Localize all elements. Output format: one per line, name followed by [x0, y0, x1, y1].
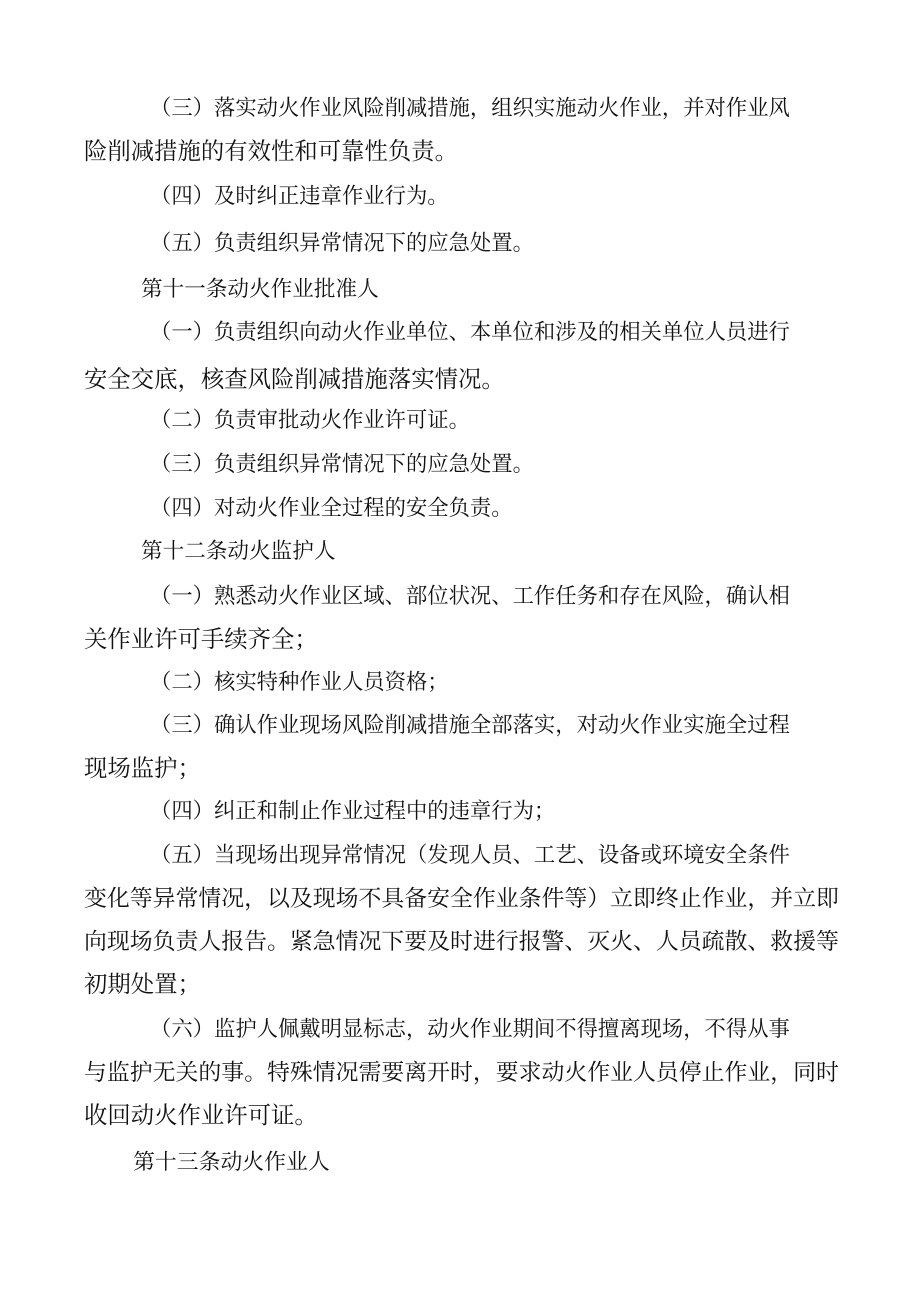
paragraph-line: （六）监护人佩戴明显标志，动火作业期间不得擅离现场，不得从事 — [150, 1017, 790, 1042]
paragraph-line: 与监护无关的事。特殊情况需要离开时，要求动火作业人员停止作业，同时 — [84, 1060, 839, 1086]
paragraph-line: 险削减措施的有效性和可靠性负责。 — [84, 137, 459, 165]
paragraph-line: （一）负责组织向动火作业单位、本单位和涉及的相关单位人员进行 — [150, 320, 790, 345]
paragraph-line: （二）负责审批动火作业许可证。 — [150, 408, 470, 433]
paragraph-line: （三）确认作业现场风险削减措施全部落实，对动火作业实施全过程 — [150, 713, 790, 738]
section-heading: 第十三条动火作业人 — [133, 1150, 330, 1175]
paragraph-line: （五）负责组织异常情况下的应急处置。 — [150, 231, 534, 256]
paragraph-line: （一）熟悉动火作业区域、部位状况、工作任务和存在风险，确认相 — [150, 584, 790, 609]
paragraph-line: （三）落实动火作业风险削减措施，组织实施动火作业，并对作业风 — [150, 96, 790, 121]
paragraph-line: 向现场负责人报告。紧急情况下要及时进行报警、灭火、人员疏散、救援等 — [84, 929, 839, 955]
paragraph-line: 关作业许可手续齐全； — [84, 625, 318, 653]
section-heading: 第十二条动火监护人 — [141, 539, 336, 564]
paragraph-line: （四）及时纠正违章作业行为。 — [150, 184, 449, 209]
paragraph-line: （五）当现场出现异常情况（发现人员、工艺、设备或环境安全条件 — [150, 843, 790, 868]
paragraph-line: 变化等异常情况，以及现场不具备安全作业条件等）立即终止作业，并立即 — [84, 886, 839, 912]
paragraph-line: 安全交底，核查风险削减措施落实情况。 — [84, 365, 505, 393]
paragraph-line: （四）纠正和制止作业过程中的违章行为； — [150, 799, 556, 824]
paragraph-line: （三）负责组织异常情况下的应急处置。 — [150, 452, 534, 477]
paragraph-line: 现场监护； — [84, 754, 201, 782]
paragraph-line: 初期处置； — [84, 970, 201, 998]
section-heading: 第十一条动火作业批准人 — [141, 277, 379, 302]
paragraph-line: （四）对动火作业全过程的安全负责。 — [150, 496, 513, 521]
paragraph-line: （二）核实特种作业人员资格； — [150, 670, 449, 695]
paragraph-line: 收回动火作业许可证。 — [84, 1101, 318, 1129]
